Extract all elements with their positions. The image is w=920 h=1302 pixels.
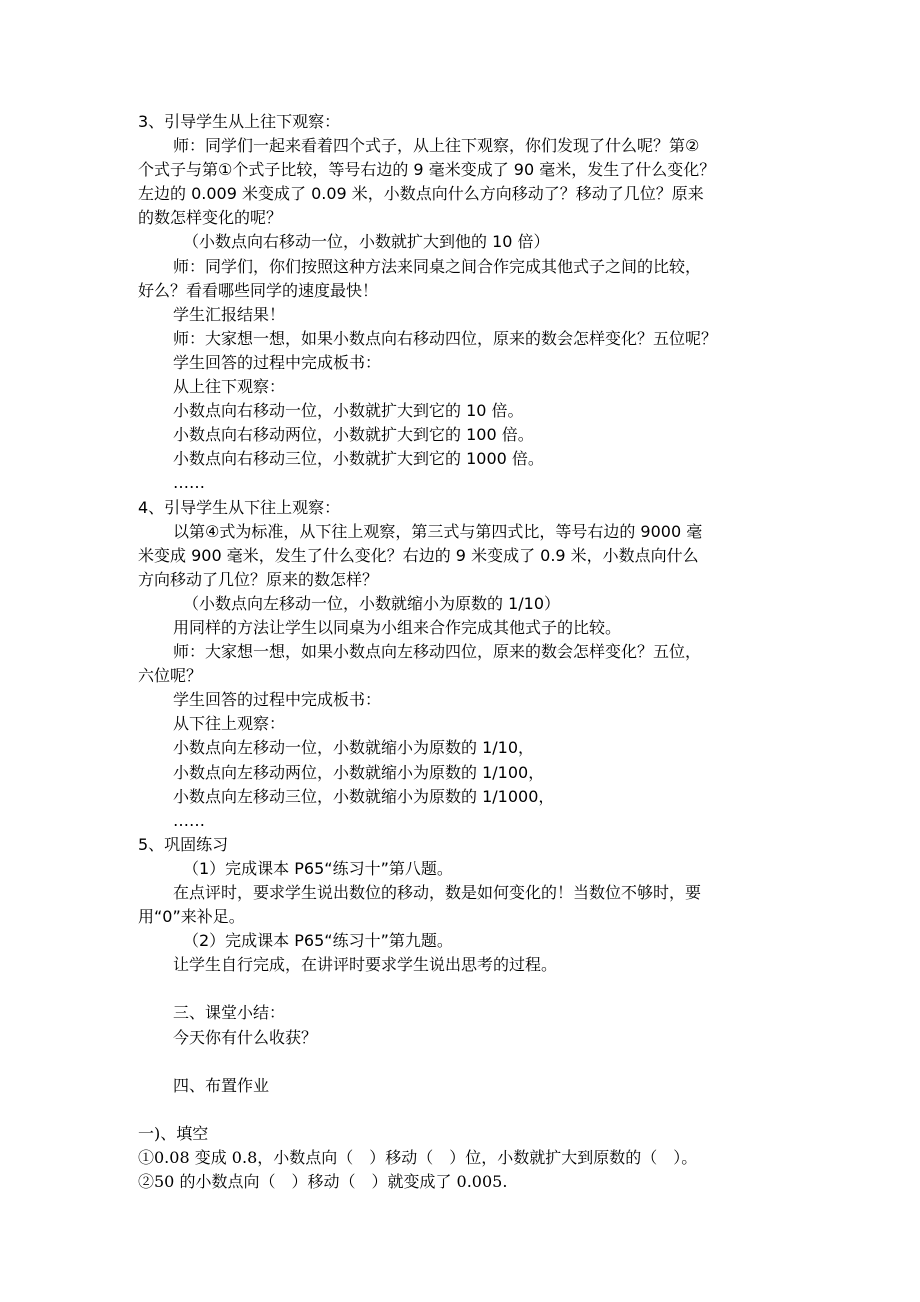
section3-heading: 3、引导学生从上往下观察：: [138, 112, 341, 131]
document-body: [138, 110, 788, 1194]
section3-para2-line2: 好么？看看哪些同学的速度最快！: [138, 280, 379, 300]
section5-item1: （1）完成课本 P65“练习十”第八题。: [183, 858, 453, 878]
section4-para1-line3: 方向移动了几位？原来的数怎样？: [138, 569, 379, 589]
section4-board-line1: 小数点向左移动一位，小数就缩小为原数的 1/10，: [173, 738, 535, 758]
section4-para1-line1: 以第④式为标准，从下往上观察，第三式与第四式比，等号右边的 9000 毫: [173, 521, 703, 541]
section5-item1-note-line2: 用“0”来补足。: [138, 907, 245, 927]
section5-item1-note-line1: 在点评时，要求学生说出数位的移动，数是如何变化的！当数位不够时，要: [173, 883, 702, 902]
section3-board-intro: 学生回答的过程中完成板书：: [173, 352, 382, 372]
section4-question-line2: 六位呢？: [138, 666, 203, 686]
section5-item2: （2）完成课本 P65“练习十”第九题。: [183, 931, 453, 951]
homework-heading: 四、布置作业: [173, 1075, 270, 1095]
section4-ellipsis: ……: [173, 810, 205, 830]
section4-board-line2: 小数点向左移动两位，小数就缩小为原数的 1/100，: [173, 762, 545, 782]
fill-question-2: ②50 的小数点向（ ）移动（ ）就变成了 0.005.: [138, 1172, 508, 1192]
summary-question: 今天你有什么收获？: [173, 1027, 318, 1047]
section3-para1-line2: 个式子与第①个式子比较，等号右边的 9 毫米变成了 90 毫米，发生了什么变化？: [138, 160, 716, 180]
section4-board-intro: 学生回答的过程中完成板书：: [173, 690, 382, 710]
section4-para1-line2: 米变成 900 毫米，发生了什么变化？右边的 9 米变成了 0.9 米，小数点向什么: [138, 545, 699, 565]
section4-group-work: 用同样的方法让学生以同桌为小组来合作完成其他式子的比较。: [173, 617, 622, 637]
spacer: [138, 1050, 788, 1074]
section4-answer: （小数点向左移动一位，小数就缩小为原数的 1/10）: [183, 593, 561, 613]
section3-para1-line3: 左边的 0.009 米变成了 0.09 米，小数点向什么方向移动了？移动了几位？原来: [138, 184, 704, 204]
section4-board-line3: 小数点向左移动三位，小数就缩小为原数的 1/1000，: [173, 786, 555, 806]
section5-heading: 5、巩固练习: [138, 834, 229, 854]
summary-heading: 三、课堂小结：: [173, 1003, 286, 1023]
fill-question-1: ①0.08 变成 0.8，小数点向（ ）移动（ ）位，小数就扩大到原数的（ ）。: [138, 1148, 698, 1168]
section3-question: 师：大家想一想，如果小数点向右移动四位，原来的数会怎样变化？五位呢？: [173, 328, 718, 348]
spacer: [138, 977, 788, 1001]
section3-answer: （小数点向右移动一位，小数就扩大到他的 10 倍）: [183, 232, 550, 252]
section3-board-title: 从上往下观察：: [173, 377, 286, 397]
section3-board-line1: 小数点向右移动一位，小数就扩大到它的 10 倍。: [173, 401, 524, 421]
section4-heading: 4、引导学生从下往上观察：: [138, 497, 341, 517]
section4-board-title: 从下往上观察：: [173, 714, 286, 734]
section3-para2-line1: 师：同学们，你们按照这种方法来同桌之间合作完成其他式子之间的比较，: [173, 256, 702, 276]
section3-report: 学生汇报结果！: [173, 304, 286, 324]
section4-question-line1: 师：大家想一想，如果小数点向左移动四位，原来的数会怎样变化？五位，: [173, 642, 702, 662]
section3-para1-line1: 师：同学们一起来看着四个式子，从上往下观察，你们发现了什么呢？第②: [173, 136, 700, 156]
spacer: [138, 1098, 788, 1122]
section3-ellipsis: ……: [173, 473, 205, 493]
section5-item2-note: 让学生自行完成，在讲评时要求学生说出思考的过程。: [173, 955, 558, 975]
section3-board-line3: 小数点向右移动三位，小数就扩大到它的 1000 倍。: [173, 449, 544, 469]
fill-heading: 一)、填空: [138, 1123, 209, 1143]
section3-para1-line4: 的数怎样变化的呢？: [138, 208, 283, 228]
section3-board-line2: 小数点向右移动两位，小数就扩大到它的 100 倍。: [173, 425, 534, 445]
